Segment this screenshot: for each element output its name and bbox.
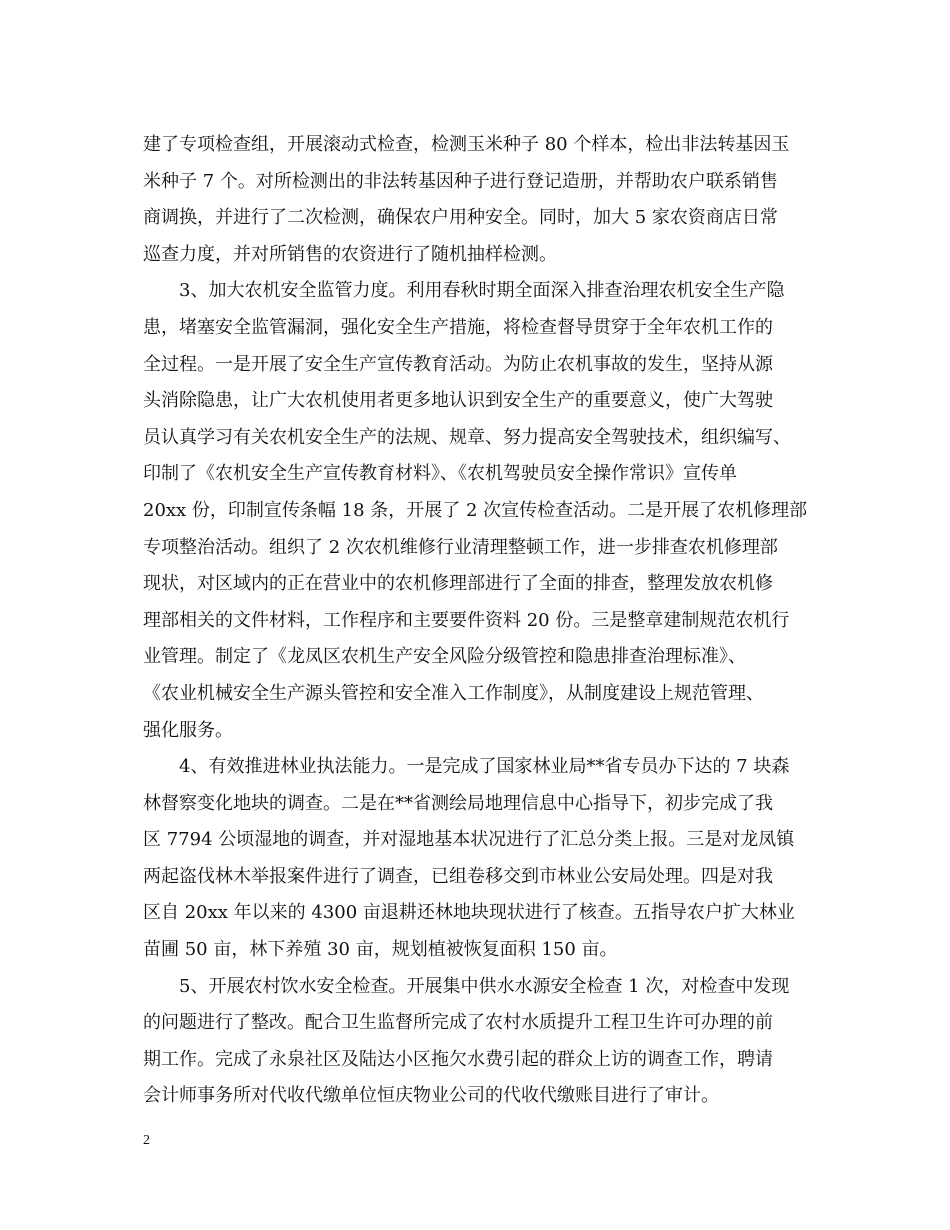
text-line: 会计师事务所对代收代缴单位恒庆物业公司的代收代缴账目进行了审计。	[143, 1085, 719, 1107]
page-number: 2	[143, 1133, 150, 1148]
text-line: 强化服务。	[143, 719, 233, 741]
text-line: 患，堵塞安全监管漏洞，强化安全生产措施，将检查督导贯穿于全年农机工作的	[143, 316, 773, 338]
text-line: 4、有效推进林业执法能力。一是完成了国家林业局**省专员办下达的 7 块森	[143, 756, 790, 778]
text-line: 3、加大农机安全监管力度。利用春秋时期全面深入排查治理农机安全生产隐	[143, 280, 785, 302]
body-text	[143, 127, 808, 1115]
text-line: 理部相关的文件材料，工作程序和主要要件资料 20 份。三是整章建制规范农机行	[143, 609, 790, 631]
text-line: 商调换，并进行了二次检测，确保农户用种安全。同时，加大 5 家农资商店日常	[143, 207, 778, 229]
text-line: 20xx 份，印制宣传条幅 18 条，开展了 2 次宣传检查活动。二是开展了农机修理部	[143, 499, 808, 521]
text-line: 两起盗伐林木举报案件进行了调查，已组卷移交到市林业公安局处理。四是对我	[143, 865, 773, 887]
text-line: 头消除隐患，让广大农机使用者更多地认识到安全生产的重要意义，使广大驾驶	[143, 390, 773, 412]
text-line: 员认真学习有关农机安全生产的法规、规章、努力提高安全驾驶技术，组织编写、	[143, 426, 791, 448]
text-line: 《农业机械安全生产源头管控和安全准入工作制度》，从制度建设上规范管理、	[143, 682, 764, 704]
text-line: 区 7794 公顷湿地的调查，并对湿地基本状况进行了汇总分类上报。三是对龙凤镇	[143, 829, 795, 851]
text-line: 全过程。一是开展了安全生产宣传教育活动。为防止农机事故的发生，坚持从源	[143, 353, 773, 375]
text-line: 期工作。完成了永泉社区及陆达小区拖欠水费引起的群众上访的调查工作，聘请	[143, 1048, 773, 1070]
text-line: 区自 20xx 年以来的 4300 亩退耕还林地块现状进行了核查。五指导农户扩大林业	[143, 902, 795, 924]
text-line: 印制了《农机安全生产宣传教育材料》、《农机驾驶员安全操作常识》宣传单	[143, 463, 737, 485]
text-line: 林督察变化地块的调查。二是在**省测绘局地理信息中心指导下，初步完成了我	[143, 792, 773, 814]
text-line: 建了专项检查组，开展滚动式检查，检测玉米种子 80 个样本，检出非法转基因玉	[143, 134, 790, 155]
text-line: 米种子 7 个。对所检测出的非法转基因种子进行登记造册，并帮助农户联系销售	[143, 170, 778, 192]
text-line: 现状，对区域内的正在营业中的农机修理部进行了全面的排查，整理发放农机修	[143, 573, 773, 595]
text-line: 巡查力度，并对所销售的农资进行了随机抽样检测。	[143, 243, 557, 265]
text-line: 的问题进行了整改。配合卫生监督所完成了农村水质提升工程卫生许可办理的前	[143, 1012, 773, 1034]
text-line: 5、开展农村饮水安全检查。开展集中供水水源安全检查 1 次，对检查中发现	[143, 975, 790, 997]
text-line: 专项整治活动。组织了 2 次农机维修行业清理整顿工作，进一步排查农机修理部	[143, 536, 778, 558]
text-line: 苗圃 50 亩，林下养殖 30 亩，规划植被恢复面积 150 亩。	[143, 939, 618, 961]
text-line: 业管理。制定了《龙凤区农机生产安全风险分级管控和隐患排查治理标准》、	[143, 646, 746, 668]
